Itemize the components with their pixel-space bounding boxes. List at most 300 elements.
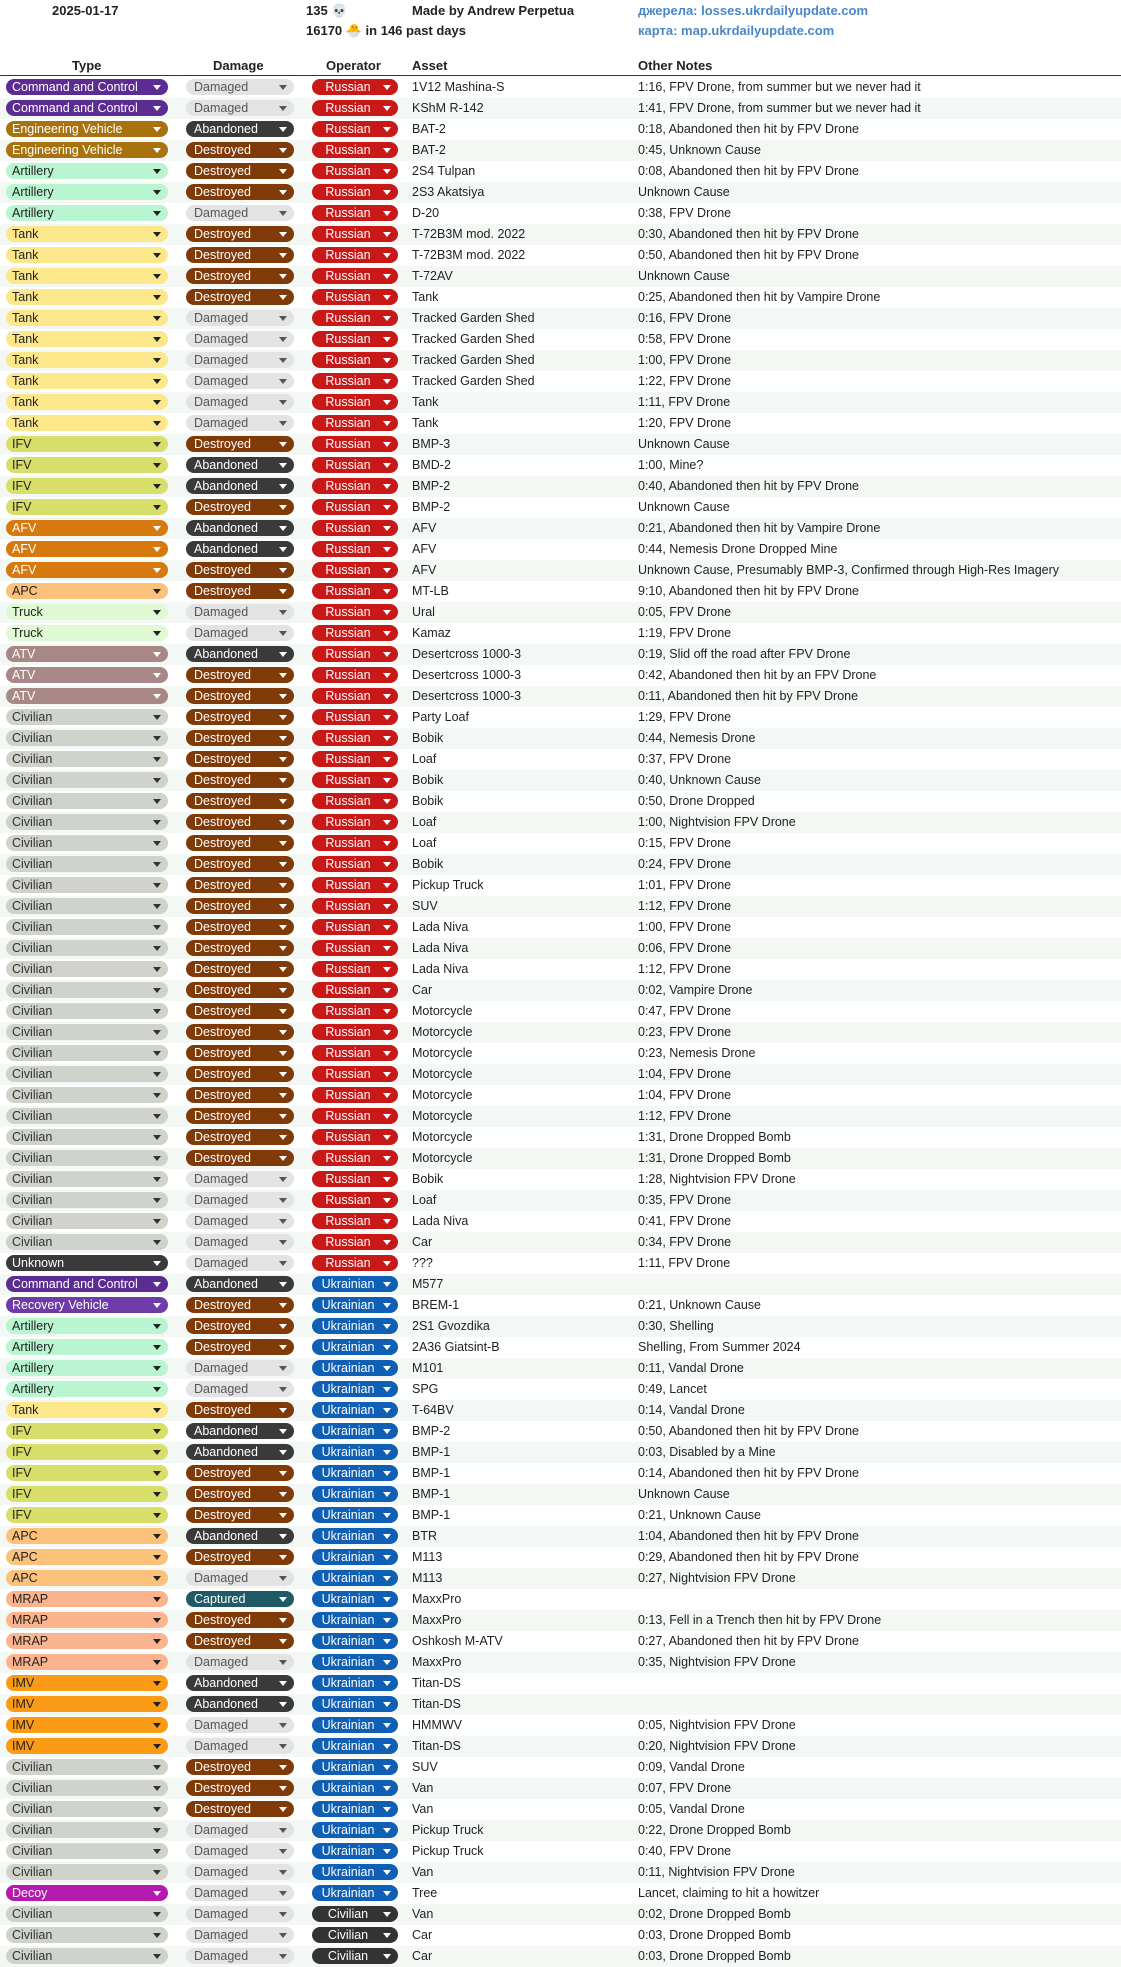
operator-dropdown[interactable]: [312, 100, 398, 116]
type-dropdown[interactable]: [6, 1402, 168, 1418]
column-header-operator[interactable]: Operator: [326, 58, 381, 73]
operator-dropdown[interactable]: [312, 1570, 398, 1586]
type-dropdown[interactable]: [6, 205, 168, 221]
damage-dropdown[interactable]: [186, 79, 294, 95]
operator-dropdown[interactable]: [312, 1717, 398, 1733]
damage-dropdown[interactable]: [186, 1339, 294, 1355]
asset-cell[interactable]: Bobik: [412, 773, 444, 787]
notes-cell[interactable]: 1:31, Drone Dropped Bomb: [638, 1151, 791, 1165]
operator-dropdown[interactable]: [312, 352, 398, 368]
type-dropdown[interactable]: [6, 1360, 168, 1376]
asset-cell[interactable]: Van: [412, 1802, 434, 1816]
asset-cell[interactable]: ???: [412, 1256, 433, 1270]
asset-cell[interactable]: BMP-3: [412, 437, 451, 451]
type-dropdown[interactable]: [6, 1528, 168, 1544]
damage-dropdown[interactable]: [186, 814, 294, 830]
operator-dropdown[interactable]: [312, 919, 398, 935]
asset-cell[interactable]: Oshkosh M-ATV: [412, 1634, 503, 1648]
type-dropdown[interactable]: [6, 856, 168, 872]
asset-cell[interactable]: Bobik: [412, 857, 444, 871]
asset-cell[interactable]: MaxxPro: [412, 1613, 462, 1627]
type-dropdown[interactable]: [6, 121, 168, 137]
notes-cell[interactable]: 0:30, Shelling: [638, 1319, 714, 1333]
operator-dropdown[interactable]: [312, 772, 398, 788]
notes-cell[interactable]: 1:41, FPV Drone, from summer but we never had it: [638, 101, 921, 115]
operator-dropdown[interactable]: [312, 1591, 398, 1607]
notes-cell[interactable]: 0:29, Abandoned then hit by FPV Drone: [638, 1550, 859, 1564]
asset-cell[interactable]: BTR: [412, 1529, 437, 1543]
asset-cell[interactable]: Motorcycle: [412, 1004, 473, 1018]
type-dropdown[interactable]: [6, 1654, 168, 1670]
damage-dropdown[interactable]: [186, 1885, 294, 1901]
damage-dropdown[interactable]: [186, 646, 294, 662]
asset-cell[interactable]: M101: [412, 1361, 444, 1375]
column-header-notes[interactable]: Other Notes: [638, 58, 713, 73]
type-dropdown[interactable]: [6, 1045, 168, 1061]
asset-cell[interactable]: Tracked Garden Shed: [412, 353, 535, 367]
operator-dropdown[interactable]: [312, 1528, 398, 1544]
type-dropdown[interactable]: [6, 1066, 168, 1082]
type-dropdown[interactable]: [6, 1234, 168, 1250]
notes-cell[interactable]: 0:40, Abandoned then hit by FPV Drone: [638, 479, 859, 493]
notes-cell[interactable]: 1:00, FPV Drone: [638, 920, 732, 934]
type-dropdown[interactable]: [6, 1297, 168, 1313]
operator-dropdown[interactable]: [312, 1255, 398, 1271]
operator-dropdown[interactable]: [312, 1339, 398, 1355]
asset-cell[interactable]: Desertcross 1000-3: [412, 668, 522, 682]
operator-dropdown[interactable]: [312, 163, 398, 179]
damage-dropdown[interactable]: [186, 835, 294, 851]
notes-cell[interactable]: 1:19, FPV Drone: [638, 626, 732, 640]
type-dropdown[interactable]: [6, 1591, 168, 1607]
type-dropdown[interactable]: [6, 814, 168, 830]
type-dropdown[interactable]: [6, 1003, 168, 1019]
asset-cell[interactable]: 1V12 Mashina-S: [412, 80, 505, 94]
notes-cell[interactable]: 1:12, FPV Drone: [638, 899, 732, 913]
asset-cell[interactable]: MaxxPro: [412, 1655, 462, 1669]
notes-cell[interactable]: 0:44, Nemesis Drone Dropped Mine: [638, 542, 838, 556]
type-dropdown[interactable]: [6, 331, 168, 347]
type-dropdown[interactable]: [6, 625, 168, 641]
notes-cell[interactable]: 0:50, Abandoned then hit by FPV Drone: [638, 248, 859, 262]
type-dropdown[interactable]: [6, 247, 168, 263]
notes-cell[interactable]: Unknown Cause: [638, 269, 730, 283]
type-dropdown[interactable]: [6, 793, 168, 809]
damage-dropdown[interactable]: [186, 604, 294, 620]
notes-cell[interactable]: 0:19, Slid off the road after FPV Drone: [638, 647, 851, 661]
asset-cell[interactable]: Lada Niva: [412, 1214, 469, 1228]
operator-dropdown[interactable]: [312, 1381, 398, 1397]
damage-dropdown[interactable]: [186, 919, 294, 935]
asset-cell[interactable]: BMP-1: [412, 1466, 451, 1480]
notes-cell[interactable]: 0:42, Abandoned then hit by an FPV Drone: [638, 668, 877, 682]
notes-cell[interactable]: 0:35, FPV Drone: [638, 1193, 732, 1207]
operator-dropdown[interactable]: [312, 835, 398, 851]
operator-dropdown[interactable]: [312, 1696, 398, 1712]
type-dropdown[interactable]: [6, 1864, 168, 1880]
type-dropdown[interactable]: [6, 1024, 168, 1040]
asset-cell[interactable]: BMP-2: [412, 500, 451, 514]
operator-dropdown[interactable]: [312, 457, 398, 473]
notes-cell[interactable]: 0:44, Nemesis Drone: [638, 731, 756, 745]
damage-dropdown[interactable]: [186, 1171, 294, 1187]
damage-dropdown[interactable]: [186, 856, 294, 872]
notes-cell[interactable]: Unknown Cause: [638, 185, 730, 199]
notes-cell[interactable]: 9:10, Abandoned then hit by FPV Drone: [638, 584, 859, 598]
damage-dropdown[interactable]: [186, 898, 294, 914]
type-dropdown[interactable]: [6, 772, 168, 788]
asset-cell[interactable]: Titan-DS: [412, 1739, 461, 1753]
type-dropdown[interactable]: [6, 604, 168, 620]
operator-dropdown[interactable]: [312, 289, 398, 305]
operator-dropdown[interactable]: [312, 1024, 398, 1040]
notes-cell[interactable]: 0:45, Unknown Cause: [638, 143, 761, 157]
notes-cell[interactable]: 0:23, Nemesis Drone: [638, 1046, 756, 1060]
type-dropdown[interactable]: [6, 1192, 168, 1208]
notes-cell[interactable]: 1:31, Drone Dropped Bomb: [638, 1130, 791, 1144]
operator-dropdown[interactable]: [312, 1129, 398, 1145]
notes-cell[interactable]: 1:16, FPV Drone, from summer but we never had it: [638, 80, 921, 94]
type-dropdown[interactable]: [6, 1486, 168, 1502]
notes-cell[interactable]: 0:18, Abandoned then hit by FPV Drone: [638, 122, 859, 136]
asset-cell[interactable]: Motorcycle: [412, 1151, 473, 1165]
damage-dropdown[interactable]: [186, 1045, 294, 1061]
damage-dropdown[interactable]: [186, 1549, 294, 1565]
operator-dropdown[interactable]: [312, 1507, 398, 1523]
operator-dropdown[interactable]: [312, 1654, 398, 1670]
damage-dropdown[interactable]: [186, 772, 294, 788]
asset-cell[interactable]: Tracked Garden Shed: [412, 332, 535, 346]
operator-dropdown[interactable]: [312, 1822, 398, 1838]
operator-dropdown[interactable]: [312, 121, 398, 137]
operator-dropdown[interactable]: [312, 436, 398, 452]
damage-dropdown[interactable]: [186, 1864, 294, 1880]
notes-cell[interactable]: 1:22, FPV Drone: [638, 374, 732, 388]
asset-cell[interactable]: Tank: [412, 395, 439, 409]
notes-cell[interactable]: 0:16, FPV Drone: [638, 311, 732, 325]
type-dropdown[interactable]: [6, 961, 168, 977]
type-dropdown[interactable]: [6, 1780, 168, 1796]
notes-cell[interactable]: 1:12, FPV Drone: [638, 962, 732, 976]
notes-cell[interactable]: 0:47, FPV Drone: [638, 1004, 732, 1018]
asset-cell[interactable]: Titan-DS: [412, 1697, 461, 1711]
asset-cell[interactable]: AFV: [412, 521, 437, 535]
operator-dropdown[interactable]: [312, 1843, 398, 1859]
damage-dropdown[interactable]: [186, 877, 294, 893]
damage-dropdown[interactable]: [186, 1528, 294, 1544]
damage-dropdown[interactable]: [186, 709, 294, 725]
notes-cell[interactable]: 0:50, Abandoned then hit by FPV Drone: [638, 1424, 859, 1438]
asset-cell[interactable]: Pickup Truck: [412, 1844, 484, 1858]
notes-cell[interactable]: 0:25, Abandoned then hit by Vampire Drone: [638, 290, 881, 304]
asset-cell[interactable]: Motorcycle: [412, 1109, 473, 1123]
type-dropdown[interactable]: [6, 1108, 168, 1124]
type-dropdown[interactable]: [6, 751, 168, 767]
asset-cell[interactable]: SPG: [412, 1382, 439, 1396]
damage-dropdown[interactable]: [186, 1255, 294, 1271]
type-dropdown[interactable]: [6, 100, 168, 116]
damage-dropdown[interactable]: [186, 1654, 294, 1670]
operator-dropdown[interactable]: [312, 856, 398, 872]
damage-dropdown[interactable]: [186, 1129, 294, 1145]
operator-dropdown[interactable]: [312, 1087, 398, 1103]
damage-dropdown[interactable]: [186, 205, 294, 221]
asset-cell[interactable]: M113: [412, 1550, 443, 1564]
notes-cell[interactable]: 0:40, Unknown Cause: [638, 773, 761, 787]
operator-dropdown[interactable]: [312, 268, 398, 284]
asset-cell[interactable]: M113: [412, 1571, 443, 1585]
operator-dropdown[interactable]: [312, 1465, 398, 1481]
damage-dropdown[interactable]: [186, 1297, 294, 1313]
type-dropdown[interactable]: [6, 1549, 168, 1565]
damage-dropdown[interactable]: [186, 1360, 294, 1376]
operator-dropdown[interactable]: [312, 961, 398, 977]
damage-dropdown[interactable]: [186, 1822, 294, 1838]
operator-dropdown[interactable]: [312, 1297, 398, 1313]
damage-dropdown[interactable]: [186, 667, 294, 683]
notes-cell[interactable]: 1:04, FPV Drone: [638, 1088, 732, 1102]
notes-cell[interactable]: 1:04, FPV Drone: [638, 1067, 732, 1081]
asset-cell[interactable]: M577: [412, 1277, 444, 1291]
type-dropdown[interactable]: [6, 709, 168, 725]
asset-cell[interactable]: BAT-2: [412, 143, 446, 157]
notes-cell[interactable]: 0:15, FPV Drone: [638, 836, 732, 850]
asset-cell[interactable]: Loaf: [412, 1193, 437, 1207]
type-dropdown[interactable]: [6, 1423, 168, 1439]
damage-dropdown[interactable]: [186, 226, 294, 242]
column-header-type[interactable]: Type: [72, 58, 102, 73]
notes-cell[interactable]: 1:20, FPV Drone: [638, 416, 732, 430]
damage-dropdown[interactable]: [186, 562, 294, 578]
damage-dropdown[interactable]: [186, 373, 294, 389]
column-header-asset[interactable]: Asset: [412, 58, 448, 73]
operator-dropdown[interactable]: [312, 310, 398, 326]
asset-cell[interactable]: Kamaz: [412, 626, 451, 640]
asset-cell[interactable]: BMP-2: [412, 1424, 451, 1438]
asset-cell[interactable]: Motorcycle: [412, 1067, 473, 1081]
asset-cell[interactable]: Tank: [412, 416, 439, 430]
column-header-damage[interactable]: Damage: [213, 58, 264, 73]
operator-dropdown[interactable]: [312, 1402, 398, 1418]
asset-cell[interactable]: BREM-1: [412, 1298, 460, 1312]
type-dropdown[interactable]: [6, 940, 168, 956]
operator-dropdown[interactable]: [312, 1948, 398, 1964]
notes-cell[interactable]: Unknown Cause: [638, 500, 730, 514]
damage-dropdown[interactable]: [186, 1318, 294, 1334]
asset-cell[interactable]: Tracked Garden Shed: [412, 311, 535, 325]
damage-dropdown[interactable]: [186, 1801, 294, 1817]
notes-cell[interactable]: 0:21, Unknown Cause: [638, 1508, 761, 1522]
notes-cell[interactable]: 0:23, FPV Drone: [638, 1025, 732, 1039]
asset-cell[interactable]: Bobik: [412, 1172, 444, 1186]
damage-dropdown[interactable]: [186, 331, 294, 347]
damage-dropdown[interactable]: [186, 1738, 294, 1754]
damage-dropdown[interactable]: [186, 751, 294, 767]
damage-dropdown[interactable]: [186, 982, 294, 998]
asset-cell[interactable]: Van: [412, 1865, 434, 1879]
operator-dropdown[interactable]: [312, 184, 398, 200]
notes-cell[interactable]: 0:03, Disabled by a Mine: [638, 1445, 776, 1459]
notes-cell[interactable]: 0:27, Abandoned then hit by FPV Drone: [638, 1634, 859, 1648]
notes-cell[interactable]: 0:14, Vandal Drone: [638, 1403, 745, 1417]
type-dropdown[interactable]: [6, 1696, 168, 1712]
asset-cell[interactable]: Motorcycle: [412, 1130, 473, 1144]
damage-dropdown[interactable]: [186, 1927, 294, 1943]
notes-cell[interactable]: 1:01, FPV Drone: [638, 878, 732, 892]
asset-cell[interactable]: 2A36 Giatsint-B: [412, 1340, 500, 1354]
asset-cell[interactable]: MT-LB: [412, 584, 449, 598]
operator-dropdown[interactable]: [312, 1150, 398, 1166]
damage-dropdown[interactable]: [186, 436, 294, 452]
asset-cell[interactable]: BAT-2: [412, 122, 446, 136]
notes-cell[interactable]: 0:24, FPV Drone: [638, 857, 732, 871]
damage-dropdown[interactable]: [186, 1780, 294, 1796]
notes-cell[interactable]: Unknown Cause: [638, 437, 730, 451]
notes-cell[interactable]: 1:00, FPV Drone: [638, 353, 732, 367]
damage-dropdown[interactable]: [186, 1108, 294, 1124]
asset-cell[interactable]: BMP-1: [412, 1508, 451, 1522]
notes-cell[interactable]: 0:08, Abandoned then hit by FPV Drone: [638, 164, 859, 178]
notes-cell[interactable]: Shelling, From Summer 2024: [638, 1340, 801, 1354]
damage-dropdown[interactable]: [186, 268, 294, 284]
operator-dropdown[interactable]: [312, 604, 398, 620]
asset-cell[interactable]: T-72B3M mod. 2022: [412, 227, 526, 241]
asset-cell[interactable]: AFV: [412, 542, 437, 556]
damage-dropdown[interactable]: [186, 1066, 294, 1082]
notes-cell[interactable]: 1:28, Nightvision FPV Drone: [638, 1172, 796, 1186]
type-dropdown[interactable]: [6, 1675, 168, 1691]
type-dropdown[interactable]: [6, 310, 168, 326]
operator-dropdown[interactable]: [312, 1045, 398, 1061]
damage-dropdown[interactable]: [186, 1948, 294, 1964]
asset-cell[interactable]: Tank: [412, 290, 439, 304]
damage-dropdown[interactable]: [186, 478, 294, 494]
damage-dropdown[interactable]: [186, 520, 294, 536]
damage-dropdown[interactable]: [186, 352, 294, 368]
operator-dropdown[interactable]: [312, 667, 398, 683]
asset-cell[interactable]: BMP-1: [412, 1445, 451, 1459]
type-dropdown[interactable]: [6, 1465, 168, 1481]
damage-dropdown[interactable]: [186, 1465, 294, 1481]
damage-dropdown[interactable]: [186, 184, 294, 200]
type-dropdown[interactable]: [6, 1738, 168, 1754]
notes-cell[interactable]: 0:07, FPV Drone: [638, 1781, 732, 1795]
operator-dropdown[interactable]: [312, 1318, 398, 1334]
operator-dropdown[interactable]: [312, 1213, 398, 1229]
operator-dropdown[interactable]: [312, 1003, 398, 1019]
damage-dropdown[interactable]: [186, 394, 294, 410]
operator-dropdown[interactable]: [312, 730, 398, 746]
asset-cell[interactable]: Car: [412, 1928, 433, 1942]
operator-dropdown[interactable]: [312, 1108, 398, 1124]
asset-cell[interactable]: Van: [412, 1781, 434, 1795]
operator-dropdown[interactable]: [312, 1192, 398, 1208]
asset-cell[interactable]: SUV: [412, 899, 438, 913]
operator-dropdown[interactable]: [312, 1675, 398, 1691]
notes-cell[interactable]: 0:11, Nightvision FPV Drone: [638, 1865, 795, 1879]
asset-cell[interactable]: BMD-2: [412, 458, 451, 472]
type-dropdown[interactable]: [6, 373, 168, 389]
type-dropdown[interactable]: [6, 583, 168, 599]
type-dropdown[interactable]: [6, 520, 168, 536]
asset-cell[interactable]: Pickup Truck: [412, 878, 484, 892]
asset-cell[interactable]: Titan-DS: [412, 1676, 461, 1690]
asset-cell[interactable]: Lada Niva: [412, 941, 469, 955]
asset-cell[interactable]: Car: [412, 1235, 433, 1249]
asset-cell[interactable]: Bobik: [412, 794, 444, 808]
operator-dropdown[interactable]: [312, 1486, 398, 1502]
operator-dropdown[interactable]: [312, 1633, 398, 1649]
damage-dropdown[interactable]: [186, 730, 294, 746]
operator-dropdown[interactable]: [312, 1801, 398, 1817]
asset-cell[interactable]: HMMWV: [412, 1718, 462, 1732]
asset-cell[interactable]: Tree: [412, 1886, 438, 1900]
type-dropdown[interactable]: [6, 1633, 168, 1649]
damage-dropdown[interactable]: [186, 1675, 294, 1691]
type-dropdown[interactable]: [6, 1822, 168, 1838]
operator-dropdown[interactable]: [312, 646, 398, 662]
notes-cell[interactable]: 0:02, Vampire Drone: [638, 983, 753, 997]
operator-dropdown[interactable]: [312, 793, 398, 809]
type-dropdown[interactable]: [6, 478, 168, 494]
type-dropdown[interactable]: [6, 436, 168, 452]
asset-cell[interactable]: BMP-2: [412, 479, 451, 493]
type-dropdown[interactable]: [6, 541, 168, 557]
notes-cell[interactable]: 0:21, Abandoned then hit by Vampire Drone: [638, 521, 881, 535]
type-dropdown[interactable]: [6, 877, 168, 893]
type-dropdown[interactable]: [6, 1129, 168, 1145]
type-dropdown[interactable]: [6, 268, 168, 284]
notes-cell[interactable]: 1:00, Mine?: [638, 458, 704, 472]
type-dropdown[interactable]: [6, 898, 168, 914]
damage-dropdown[interactable]: [186, 1570, 294, 1586]
notes-cell[interactable]: 1:04, Abandoned then hit by FPV Drone: [638, 1529, 859, 1543]
type-dropdown[interactable]: [6, 1507, 168, 1523]
notes-cell[interactable]: 0:22, Drone Dropped Bomb: [638, 1823, 791, 1837]
asset-cell[interactable]: Party Loaf: [412, 710, 469, 724]
notes-cell[interactable]: 1:11, FPV Drone: [638, 395, 731, 409]
operator-dropdown[interactable]: [312, 1423, 398, 1439]
damage-dropdown[interactable]: [186, 289, 294, 305]
asset-cell[interactable]: T-72B3M mod. 2022: [412, 248, 526, 262]
operator-dropdown[interactable]: [312, 583, 398, 599]
damage-dropdown[interactable]: [186, 1591, 294, 1607]
operator-dropdown[interactable]: [312, 205, 398, 221]
asset-cell[interactable]: D-20: [412, 206, 440, 220]
operator-dropdown[interactable]: [312, 877, 398, 893]
damage-dropdown[interactable]: [186, 457, 294, 473]
damage-dropdown[interactable]: [186, 961, 294, 977]
damage-dropdown[interactable]: [186, 1612, 294, 1628]
type-dropdown[interactable]: [6, 1276, 168, 1292]
asset-cell[interactable]: Loaf: [412, 815, 437, 829]
type-dropdown[interactable]: [6, 457, 168, 473]
asset-cell[interactable]: BMP-1: [412, 1487, 451, 1501]
operator-dropdown[interactable]: [312, 1276, 398, 1292]
notes-cell[interactable]: 0:05, FPV Drone: [638, 605, 732, 619]
notes-cell[interactable]: 0:11, Abandoned then hit by FPV Drone: [638, 689, 859, 703]
notes-cell[interactable]: 0:05, Nightvision FPV Drone: [638, 1718, 796, 1732]
operator-dropdown[interactable]: [312, 898, 398, 914]
notes-cell[interactable]: 0:02, Drone Dropped Bomb: [638, 1907, 791, 1921]
damage-dropdown[interactable]: [186, 1150, 294, 1166]
asset-cell[interactable]: Loaf: [412, 836, 437, 850]
asset-cell[interactable]: Loaf: [412, 752, 437, 766]
type-dropdown[interactable]: [6, 919, 168, 935]
damage-dropdown[interactable]: [186, 142, 294, 158]
asset-cell[interactable]: Bobik: [412, 731, 444, 745]
type-dropdown[interactable]: [6, 1213, 168, 1229]
